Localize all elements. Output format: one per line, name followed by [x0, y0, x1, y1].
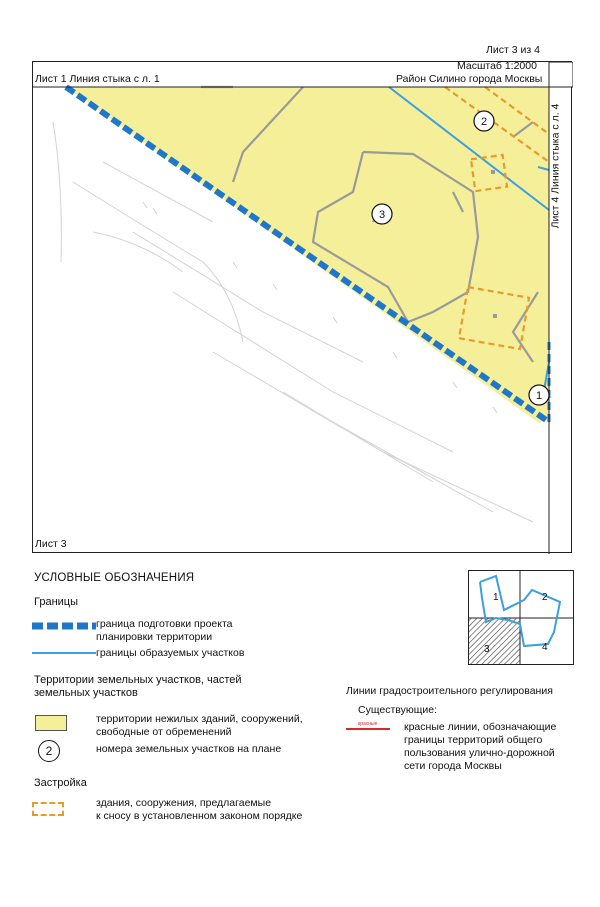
- legend-planning-boundary-line1: граница подготовки проекта: [96, 618, 233, 630]
- legend-red-line3: пользования улично-дорожной: [404, 747, 555, 759]
- legend-demolish-line2: к сносу в установленном законом порядке: [96, 810, 303, 822]
- map-frame: [32, 61, 572, 553]
- dashed-orange-square-icon: [32, 802, 64, 816]
- legend-territory-line2: свободные от обременений: [96, 726, 232, 738]
- parcel-number-2: 2: [480, 116, 488, 128]
- legend-demolish-line1: здания, сооружения, предлагаемые: [96, 797, 272, 809]
- index-label-1: 1: [493, 592, 499, 603]
- circled-number-icon: 2: [38, 740, 60, 762]
- junction-sheet1-label: Лист 1 Линия стыка с л. 1: [35, 73, 160, 85]
- parcel-marker-2: [474, 111, 494, 131]
- red-line-sample-text: красные: [358, 721, 378, 727]
- parcel-number-1: 1: [535, 390, 543, 402]
- index-label-4: 4: [542, 642, 548, 653]
- yellow-fill-swatch-icon: [35, 715, 67, 731]
- legend-territory-line1: территории нежилых зданий, сооружений,: [96, 713, 303, 725]
- boundaries-heading: Границы: [34, 596, 78, 608]
- index-map: [468, 570, 574, 666]
- junction-sheet4-label: Лист 4 Линия стыка с л. 4: [549, 103, 562, 229]
- legend-red-line2: границы территорий общего: [404, 734, 543, 746]
- legend-red-line4: сети города Москвы: [404, 760, 502, 772]
- district-label: Район Силино города Москвы: [396, 73, 543, 85]
- legend-planning-boundary-line2: планировки территории: [96, 631, 213, 643]
- legend-parcel-boundary-line: границы образуемых участков: [96, 647, 245, 659]
- territories-heading-line2: земельных участков: [34, 687, 138, 699]
- map-canvas: [33, 62, 573, 554]
- legend-parcel-number-line: номера земельных участков на плане: [96, 743, 282, 755]
- regulation-existing-label: Существующие:: [358, 704, 437, 716]
- territories-heading-line1: Территории земельных участков, частей: [34, 674, 242, 686]
- thin-blue-line-icon: [32, 650, 96, 656]
- dashed-blue-thick-line-icon: [32, 621, 96, 631]
- legend-red-line1: красные линии, обозначающие: [404, 721, 557, 733]
- parcel-marker-3: [372, 204, 392, 224]
- parcel-marker-1: [529, 385, 549, 405]
- index-label-3: 3: [484, 644, 490, 655]
- buildings-heading: Застройка: [34, 777, 87, 789]
- parcel-number-3: 3: [378, 209, 386, 221]
- regulation-heading: Линии градостроительного регулирования: [346, 685, 553, 697]
- sheet-label: Лист 3: [35, 538, 67, 550]
- scale-label: Масштаб 1:2000: [457, 60, 537, 72]
- legend-title: УСЛОВНЫЕ ОБОЗНАЧЕНИЯ: [34, 572, 195, 584]
- sheet-info: Лист 3 из 4: [486, 44, 540, 56]
- top-right-corner-box: [549, 62, 573, 87]
- red-line-icon: [346, 728, 390, 730]
- index-label-2: 2: [542, 592, 548, 603]
